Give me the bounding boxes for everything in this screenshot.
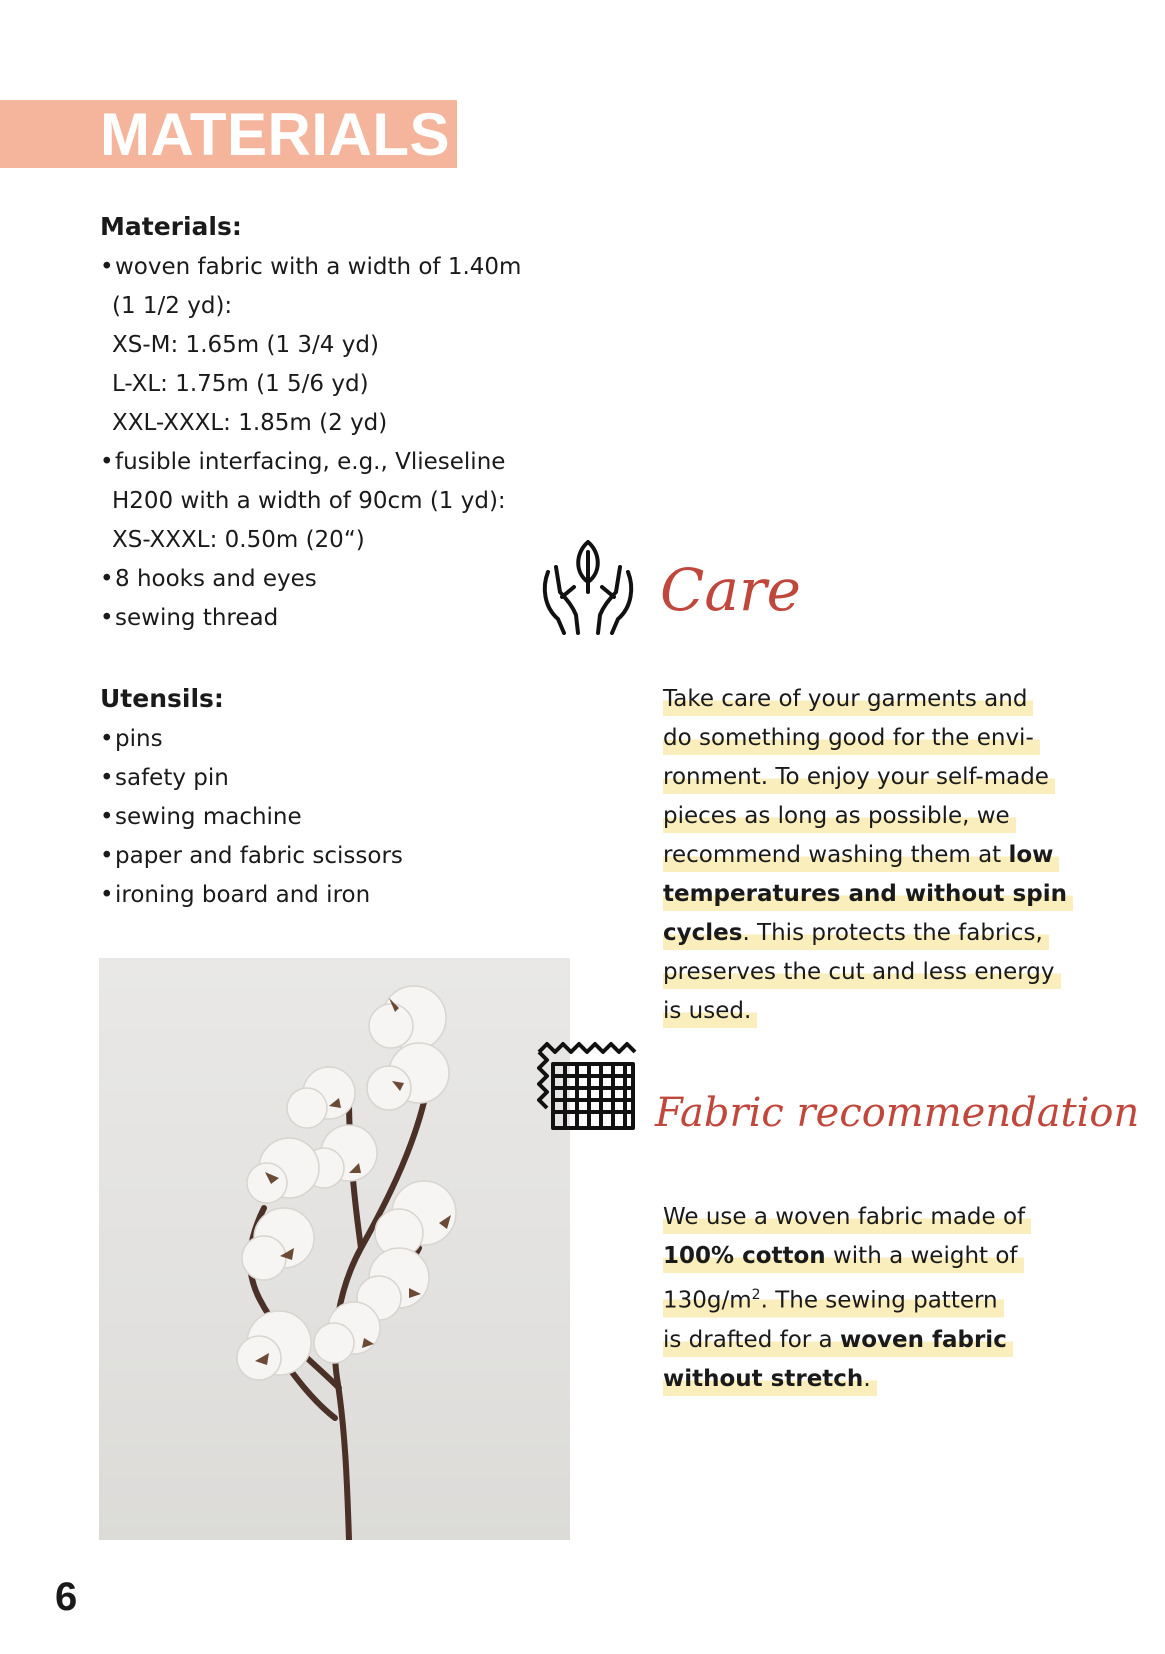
superscript: 2 [751,1287,761,1303]
fabric-bold-text: woven fabric [839,1326,1007,1353]
list-item: • ironing board and iron [100,876,560,915]
care-paragraph [663,680,1083,1031]
care-line: pieces as long as possible, we [663,797,1016,836]
fabric-text: . The sewing pattern [760,1287,998,1314]
care-line: is used. [663,992,757,1031]
fabric-text: . [863,1365,871,1392]
materials-section [100,210,560,638]
care-line [663,836,1059,875]
fabric-paragraph [663,1198,1083,1399]
fabric-bold-text: without stretch [663,1365,864,1392]
list-item: XS-M: 1.65m (1 3/4 yd) [112,332,379,358]
list-item: H200 with a width of 90cm (1 yd): [112,488,506,514]
list-item: • 8 hooks and eyes [100,560,560,599]
care-text: recommend washing them at [663,842,1009,868]
list-item: • paper and fabric scissors [100,837,560,876]
materials-heading: Materials: [100,212,242,241]
utensils-list [100,720,560,915]
cotton-branch-illustration [99,958,570,1540]
fabric-swatch-icon [531,1034,641,1143]
care-line: Take care of your garments and [663,680,1033,719]
list-item: XXL-XXXL: 1.85m (2 yd) [112,410,388,436]
care-text: . This protects the fabrics, [742,920,1043,946]
cotton-branch-photo [99,958,570,1540]
fabric-title: Fabric recommendation [655,1090,1140,1136]
fabric-bold-text: 100% cotton [663,1243,826,1269]
page-title: MATERIALS [100,101,451,168]
hands-leaf-icon [536,537,641,641]
fabric-text: is drafted for a [663,1326,840,1353]
list-item: • woven fabric with a width of 1.40m [100,248,560,287]
list-item: • sewing thread [100,599,560,638]
care-line [663,875,1073,914]
fabric-line [663,1276,1004,1321]
materials-list [100,248,560,638]
list-item: XS-XXXL: 0.50m (20“) [112,527,365,553]
care-title: Care [660,556,802,624]
care-line: preserves the cut and less energy [663,953,1061,992]
care-line: ronment. To enjoy your self-made [663,758,1055,797]
fabric-line: We use a woven fabric made of [663,1198,1031,1237]
fabric-line [663,1237,1024,1276]
list-item: • pins [100,720,560,759]
page-number: 6 [55,1575,78,1619]
utensils-heading: Utensils: [100,684,224,713]
fabric-line [663,1360,877,1399]
list-item: • fusible interfacing, e.g., Vlieseline [100,443,560,482]
list-item: L-XL: 1.75m (1 5/6 yd) [112,371,369,397]
care-line: do something good for the envi- [663,719,1040,758]
care-bold-text: cycles [663,920,743,946]
list-item: • sewing machine [100,798,560,837]
fabric-text: with a weight of [825,1243,1018,1269]
fabric-text: 130g/m [663,1287,752,1314]
care-line [663,914,1049,953]
fabric-line [663,1321,1013,1360]
care-bold-text: temperatures and without spin [663,881,1067,907]
list-item: • safety pin [100,759,560,798]
care-bold-text: low [1008,842,1054,868]
list-item: (1 1/2 yd): [112,293,233,319]
utensils-section [100,682,560,915]
